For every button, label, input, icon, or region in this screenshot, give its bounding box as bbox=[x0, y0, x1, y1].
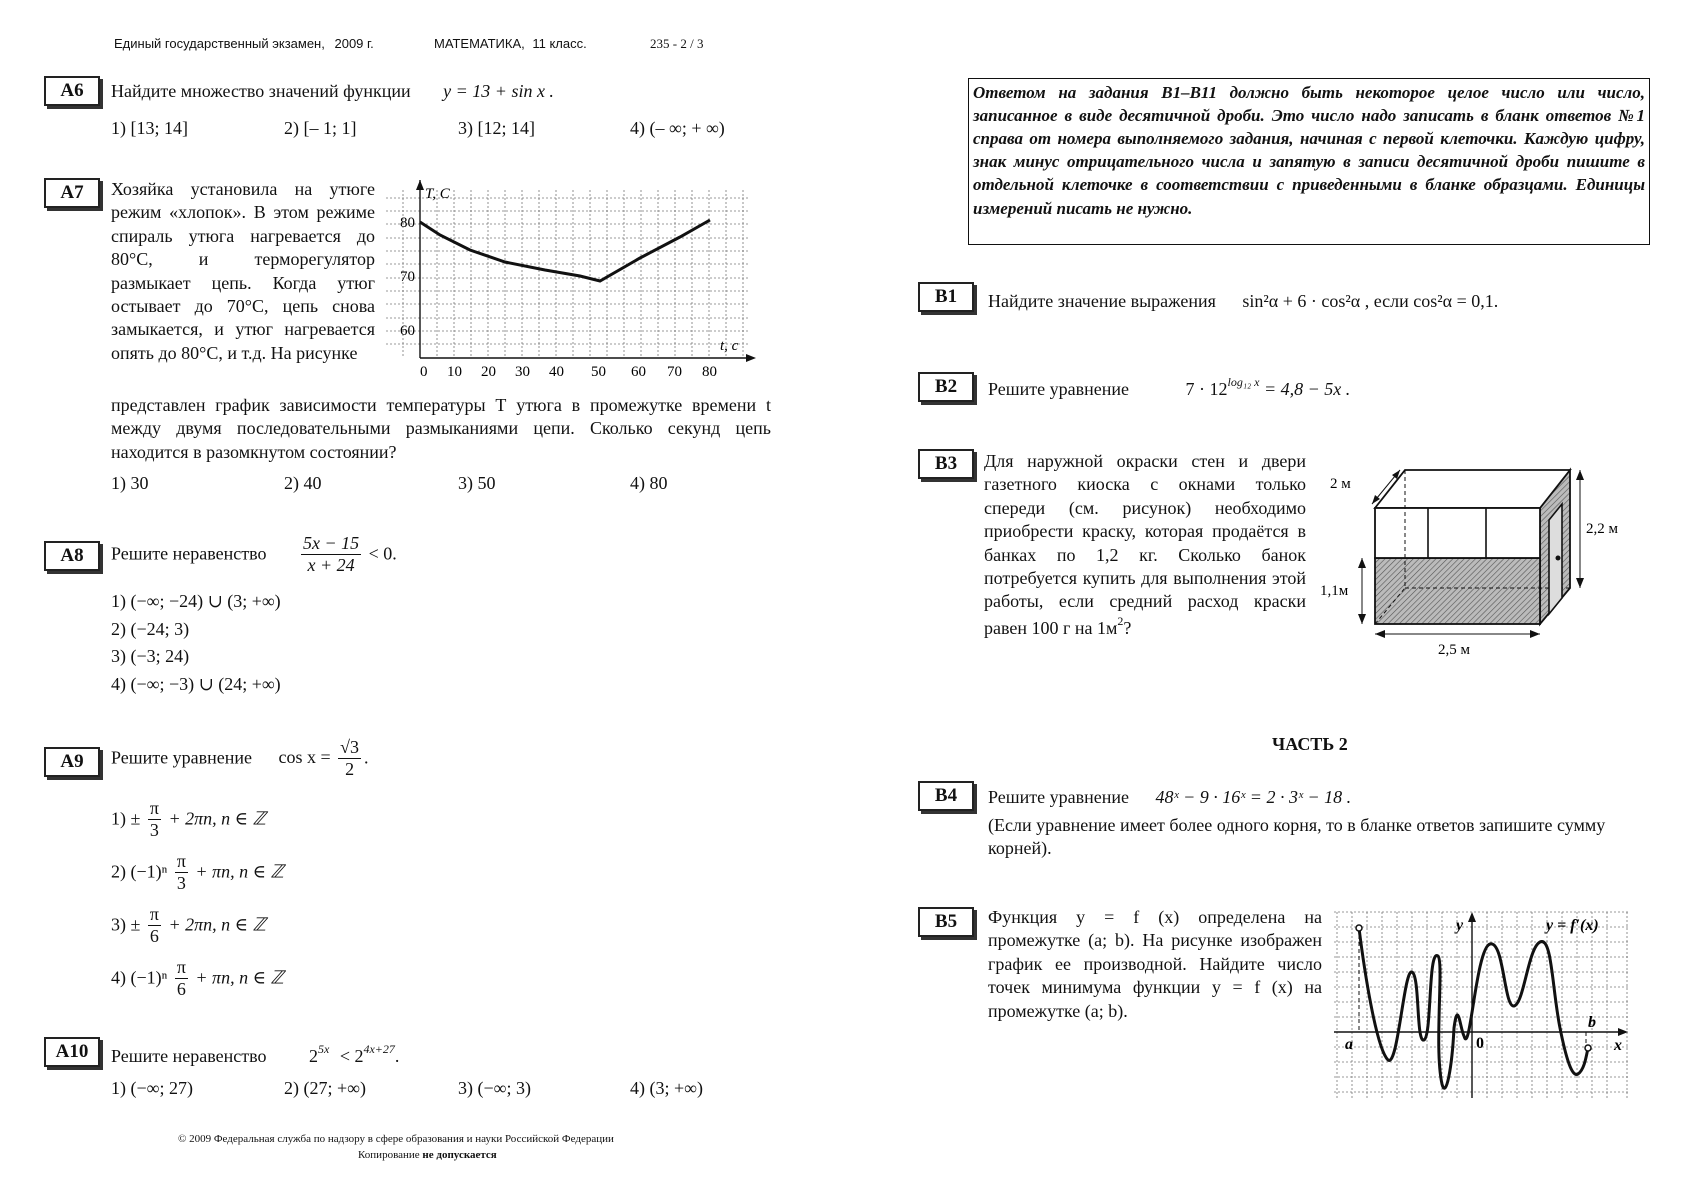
a10-option-4[interactable]: 4) (3; +∞) bbox=[630, 1078, 703, 1098]
b1-question: Найдите значение выражения sin²α + 6 · cos²α , если cos²α = 0,1. bbox=[988, 291, 1499, 311]
b5-question: Функция y = f (x) определена на промежутке (a; b). На рисунке изображен график ее производной. Найдите число точек минимума функции y = f (x) на промежутке (a; b). bbox=[988, 907, 1322, 1021]
a8-option-1[interactable]: 1) (−∞; −24) ∪ (3; +∞) bbox=[111, 591, 281, 611]
b3-question: Для наружной окраски стен и двери газетного киоска с окнами только спереди (см. рисунок) необходимо приобрести краску, которая продаётся в банках по 1,2 кг. Сколько банок потребуется купить для выполнения этой работы, если средний расход краски равен 100 г на $1м^2$? bbox=[984, 451, 1306, 638]
a9-fraction: $\frac{√3}{2}$ bbox=[340, 737, 360, 779]
a7-x-tick-50: 50 bbox=[591, 364, 606, 380]
b5-b-label: b bbox=[1588, 1014, 1596, 1031]
b3-kiosk-roof bbox=[1375, 470, 1570, 508]
a7-option-1[interactable]: 1) 30 bbox=[111, 473, 149, 493]
a7-x-tick-80: 80 bbox=[702, 364, 717, 380]
b5-function-label: y = f′(x) bbox=[1546, 917, 1599, 934]
a7-temperature-curve bbox=[420, 220, 710, 281]
a7-x-tick-10: 10 bbox=[447, 364, 462, 380]
a7-x-tick-30: 30 bbox=[515, 364, 530, 380]
a6-question: Найдите множество значений функции y = 13 + sin x . bbox=[111, 81, 554, 101]
a7-x-axis-label: t, с bbox=[720, 338, 739, 354]
task-label-b2: B2 bbox=[918, 372, 974, 402]
a7-x-tick-40: 40 bbox=[549, 364, 564, 380]
b3-kiosk-lower-front bbox=[1375, 558, 1540, 624]
task-label-a6: A6 bbox=[44, 76, 100, 106]
a9-question: Решите уравнение cos x = $\frac{√3}{2}$ . bbox=[111, 737, 369, 779]
task-label-b4: B4 bbox=[918, 781, 974, 811]
a7-y-arrow bbox=[416, 180, 424, 190]
a7-option-3[interactable]: 3) 50 bbox=[458, 473, 496, 493]
b4-question: Решите уравнение 48ˣ − 9 · 16ˣ = 2 · 3ˣ − 18 . bbox=[988, 787, 1352, 807]
a7-y-tick-80: 80 bbox=[400, 215, 415, 231]
task-label-b1: B1 bbox=[918, 282, 974, 312]
b3-label-width: 2,5 м bbox=[1438, 642, 1470, 658]
footer-notice: Копирование не допускается bbox=[358, 1149, 497, 1161]
a6-option-4[interactable]: 4) (– ∞; + ∞) bbox=[630, 118, 725, 138]
a7-option-2[interactable]: 2) 40 bbox=[284, 473, 322, 493]
a7-text-full: представлен график зависимости температуры Т утюга в промежутке времени t между двумя последовательными размыканиями цепи. Сколько секунд цепь находится в разомкнутом состоянии? bbox=[111, 395, 771, 462]
a7-x-tick-20: 20 bbox=[481, 364, 496, 380]
header-subject: МАТЕМАТИКА, 11 класс. bbox=[434, 36, 587, 51]
task-label-b3: B3 bbox=[918, 449, 974, 479]
a7-x-arrow bbox=[746, 354, 756, 362]
a6-option-1[interactable]: 1) [13; 14] bbox=[111, 118, 188, 138]
a7-x-tick-0: 0 bbox=[420, 364, 428, 380]
b5-derivative-graph bbox=[1334, 908, 1632, 1102]
task-label-a8: A8 bbox=[44, 541, 100, 571]
a7-temperature-chart bbox=[380, 180, 760, 380]
a8-option-2[interactable]: 2) (−24; 3) bbox=[111, 619, 190, 639]
task-label-a9: A9 bbox=[44, 747, 100, 777]
b3-label-depth: 2 м bbox=[1330, 476, 1351, 492]
a9-option-4[interactable]: 4) (−1)ⁿ $\frac{\pi}{6}$ + πn, n ∈ ℤ bbox=[111, 957, 284, 999]
header-page: 235 - 2 / 3 bbox=[650, 36, 704, 51]
b5-x-arrow bbox=[1618, 1028, 1628, 1036]
a9-option-1[interactable]: 1) ± $\frac{\pi}{3}$ + 2πn, n ∈ ℤ bbox=[111, 798, 266, 840]
a10-option-1[interactable]: 1) (−∞; 27) bbox=[111, 1078, 193, 1098]
header-exam: Единый государственный экзамен, 2009 г. bbox=[114, 36, 374, 51]
a7-x-tick-60: 60 bbox=[631, 364, 646, 380]
a9-option-3[interactable]: 3) ± $\frac{\pi}{6}$ + 2πn, n ∈ ℤ bbox=[111, 904, 266, 946]
b2-question: Решите уравнение $7 \cdot 12^{log_{12} x} = 4,8 - 5x$ . bbox=[988, 375, 1351, 399]
b5-a-label: a bbox=[1345, 1036, 1353, 1053]
a10-question: Решите неравенство $2^{5x} < 2^{4x+27}$. bbox=[111, 1042, 400, 1066]
a9-option-2[interactable]: 2) (−1)ⁿ $\frac{\pi}{3}$ + πn, n ∈ ℤ bbox=[111, 851, 284, 893]
a7-x-tick-70: 70 bbox=[667, 364, 682, 380]
b3-kiosk-figure bbox=[1310, 458, 1618, 668]
a7-text-side: Хозяйка установила на утюге режим «хлопок». В этом режиме спираль утюга нагревается до 80°С, и терморегулятор размыкает цепь. Когда утюг остывает до 70°С, цепь снова замыкается, и утюг нагревается опять до 80°С, и т.д. На рисунке bbox=[111, 179, 375, 363]
part-2-heading: ЧАСТЬ 2 bbox=[1272, 734, 1348, 754]
b5-graph-grid bbox=[1334, 912, 1630, 1098]
a6-option-2[interactable]: 2) [– 1; 1] bbox=[284, 118, 357, 138]
b5-origin-label: 0 bbox=[1476, 1035, 1484, 1052]
a7-option-4[interactable]: 4) 80 bbox=[630, 473, 668, 493]
a10-option-2[interactable]: 2) (27; +∞) bbox=[284, 1078, 366, 1098]
task-label-a7: A7 bbox=[44, 178, 100, 208]
a7-y-tick-70: 70 bbox=[400, 269, 415, 285]
b3-label-height: 2,2 м bbox=[1586, 521, 1618, 537]
a7-y-tick-60: 60 bbox=[400, 323, 415, 339]
task-label-b5: B5 bbox=[918, 907, 974, 937]
a10-option-3[interactable]: 3) (−∞; 3) bbox=[458, 1078, 531, 1098]
b-section-notice: Ответом на задания В1–В11 должно быть некоторое целое число или число, записанное в виде десятичной дроби. Это число надо записать в бланк ответов №1 справа от номера выполняемого задания, начиная с первой клеточки. Каждую цифру, знак минус отрицательного числа и запятую в записи десятичной дроби пишите в отдельной клеточке в соответствии с приведенными в бланке образцами. Единицы измерений писать не нужно. bbox=[968, 78, 1650, 245]
task-label-a10: A10 bbox=[44, 1037, 100, 1067]
a8-question: Решите неравенство $\frac{5x - 15}{x + 24}$ < 0. bbox=[111, 533, 397, 575]
b5-y-arrow bbox=[1468, 912, 1476, 922]
a8-option-4[interactable]: 4) (−∞; −3) ∪ (24; +∞) bbox=[111, 674, 281, 694]
b4-note: (Если уравнение имеет более одного корня, то в бланке ответов запишите сумму корней). bbox=[988, 815, 1606, 859]
b5-y-label: y bbox=[1456, 917, 1464, 934]
a7-y-axis-label: T, С bbox=[425, 186, 450, 202]
b5-x-label: x bbox=[1614, 1037, 1622, 1054]
b3-label-lower: 1,1м bbox=[1320, 583, 1349, 599]
a8-option-3[interactable]: 3) (−3; 24) bbox=[111, 646, 190, 666]
a6-option-3[interactable]: 3) [12; 14] bbox=[458, 118, 535, 138]
a8-fraction: $\frac{5x - 15}{x + 24}$ bbox=[302, 533, 360, 575]
b3-kiosk-window-area bbox=[1375, 508, 1540, 558]
b5-derivative-curve bbox=[1359, 928, 1588, 1088]
footer-copyright: © 2009 Федеральная служба по надзору в сфере образования и науки Российской Федерации bbox=[178, 1133, 614, 1145]
